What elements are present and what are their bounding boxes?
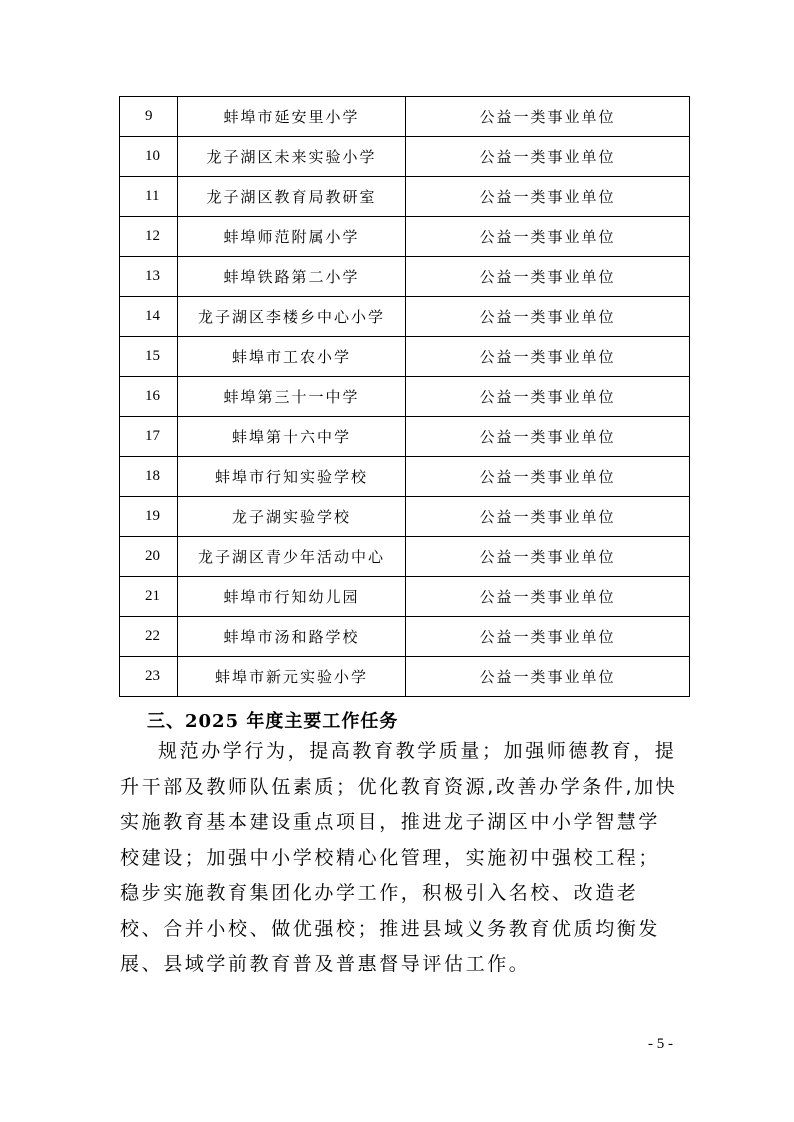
unit-type: 公益一类事业单位: [406, 257, 690, 297]
unit-type: 公益一类事业单位: [406, 377, 690, 417]
unit-name: 龙子湖区青少年活动中心: [178, 537, 406, 577]
unit-type: 公益一类事业单位: [406, 417, 690, 457]
table-row: [120, 257, 690, 297]
unit-name: 蚌埠铁路第二小学: [178, 257, 406, 297]
table-row: [120, 137, 690, 177]
unit-name: 蚌埠市新元实验小学: [178, 657, 406, 697]
unit-type: 公益一类事业单位: [406, 457, 690, 497]
unit-type: 公益一类事业单位: [406, 617, 690, 657]
unit-type: 公益一类事业单位: [406, 177, 690, 217]
table-row: [120, 657, 690, 697]
body-paragraph: 规范办学行为，提高教育教学质量；加强师德教育，提升干部及教师队伍素质；优化教育资源,改善办学条件,加快实施教育基本建设重点项目，推进龙子湖区中小学智慧学校建设；加强中小学校精心化管理，实施初中强校工程；稳步实施教育集团化办学工作，积极引入名校、改造老校、合并小校、做优强校；推进县域义务教育优质均衡发展、县域学前教育普及普惠督导评估工作。: [120, 740, 678, 975]
row-number: 23: [120, 657, 178, 697]
row-number: 9: [120, 97, 178, 137]
table-row: [120, 577, 690, 617]
unit-type: 公益一类事业单位: [406, 217, 690, 257]
table-row: [120, 617, 690, 657]
table-row: [120, 177, 690, 217]
row-number: 22: [120, 617, 178, 657]
unit-type: 公益一类事业单位: [406, 657, 690, 697]
unit-name: 龙子湖区教育局教研室: [178, 177, 406, 217]
unit-type: 公益一类事业单位: [406, 297, 690, 337]
row-number: 18: [120, 457, 178, 497]
row-number: 19: [120, 497, 178, 537]
table-row: [120, 337, 690, 377]
unit-name: 蚌埠市延安里小学: [178, 97, 406, 137]
units-table: [119, 96, 689, 697]
row-number: 14: [120, 297, 178, 337]
section-heading: 三、2025 年度主要工作任务: [147, 711, 399, 732]
row-number: 10: [120, 137, 178, 177]
table-row: [120, 97, 690, 137]
unit-type: 公益一类事业单位: [406, 337, 690, 377]
row-number: 17: [120, 417, 178, 457]
unit-type: 公益一类事业单位: [406, 577, 690, 617]
unit-type: 公益一类事业单位: [406, 497, 690, 537]
row-number: 12: [120, 217, 178, 257]
unit-name: 蚌埠市汤和路学校: [178, 617, 406, 657]
table-row: [120, 457, 690, 497]
table-row: [120, 297, 690, 337]
unit-name: 龙子湖区未来实验小学: [178, 137, 406, 177]
row-number: 11: [120, 177, 178, 217]
page-number: - 5 -: [648, 1036, 673, 1052]
table-row: [120, 377, 690, 417]
table-row: [120, 217, 690, 257]
unit-name: 蚌埠第十六中学: [178, 417, 406, 457]
row-number: 20: [120, 537, 178, 577]
unit-name: 蚌埠第三十一中学: [178, 377, 406, 417]
table-row: [120, 417, 690, 457]
unit-name: 蚌埠师范附属小学: [178, 217, 406, 257]
unit-name: 蚌埠市行知幼儿园: [178, 577, 406, 617]
unit-type: 公益一类事业单位: [406, 97, 690, 137]
row-number: 21: [120, 577, 178, 617]
row-number: 16: [120, 377, 178, 417]
unit-name: 龙子湖实验学校: [178, 497, 406, 537]
unit-type: 公益一类事业单位: [406, 137, 690, 177]
row-number: 13: [120, 257, 178, 297]
unit-name: 蚌埠市工农小学: [178, 337, 406, 377]
table-row: [120, 497, 690, 537]
table-row: [120, 537, 690, 577]
unit-type: 公益一类事业单位: [406, 537, 690, 577]
row-number: 15: [120, 337, 178, 377]
unit-name: 龙子湖区李楼乡中心小学: [178, 297, 406, 337]
unit-name: 蚌埠市行知实验学校: [178, 457, 406, 497]
